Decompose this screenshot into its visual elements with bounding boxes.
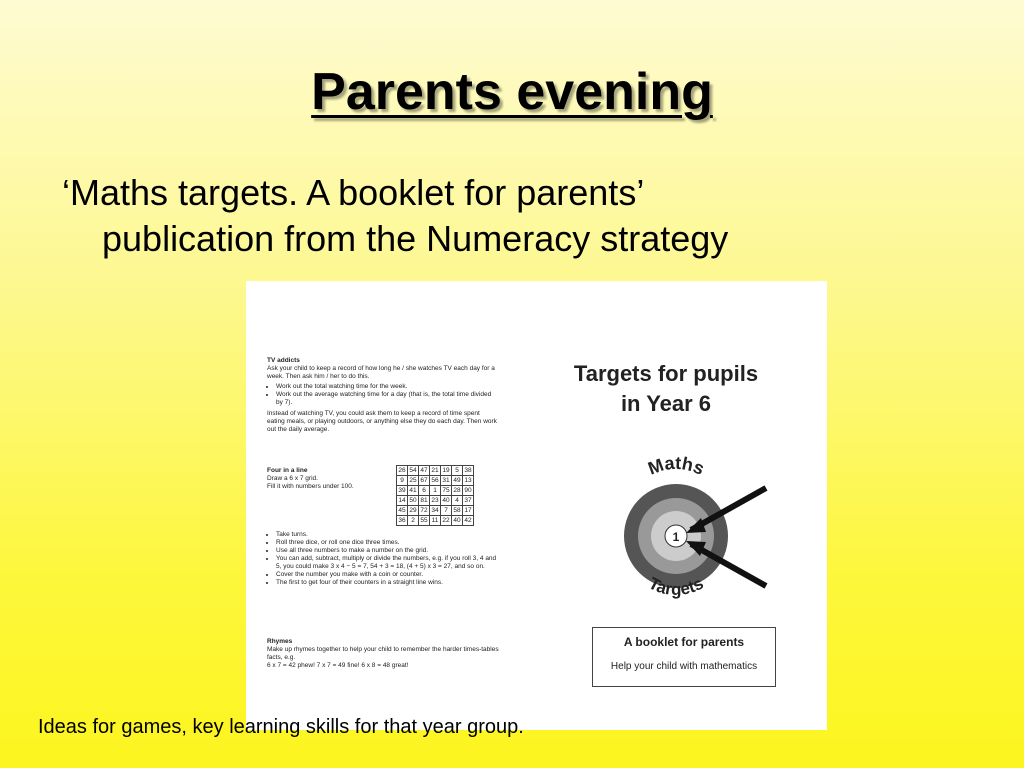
subtitle-line-1: ‘Maths targets. A booklet for parents’ xyxy=(62,172,645,213)
grid-cell: 22 xyxy=(442,517,450,524)
grid-cell: 37 xyxy=(464,497,472,504)
grid-cell: 40 xyxy=(442,497,450,504)
grid-cell: 19 xyxy=(442,467,450,474)
target-word-maths: Maths xyxy=(645,452,708,479)
grid-row xyxy=(397,496,474,506)
grid-cell: 50 xyxy=(409,497,417,504)
rhymes-example: 6 x 7 = 42 phew! 7 x 7 = 49 fine! 6 x 8 = 48 great! xyxy=(267,662,409,669)
four-in-a-line-section xyxy=(267,467,387,491)
grid-cell: 4 xyxy=(452,496,463,506)
box-subtitle: Help your child with mathematics xyxy=(610,661,758,672)
grid-cell: 23 xyxy=(431,497,439,504)
booklet-info-box xyxy=(592,627,776,687)
grid-cell: 81 xyxy=(420,497,428,504)
grid-cell: 39 xyxy=(398,487,406,494)
rhymes-text: Make up rhymes together to help your child to remember the harder times-tables facts, e.g. xyxy=(267,646,499,661)
tv-bullet: • Work out the total watching time for the week. xyxy=(276,383,499,391)
grid-cell: 72 xyxy=(420,507,428,514)
tv-bullet: • Work out the average watching time for a day (that is, the total time divided by 7). xyxy=(276,391,499,407)
grid-cell: 14 xyxy=(398,497,406,504)
target-word-targets: Targets xyxy=(645,573,707,600)
grid-cell: 55 xyxy=(420,517,428,524)
grid-cell: 29 xyxy=(409,507,417,514)
tv-intro: Ask your child to keep a record of how long he / she watches TV each day for a week. Then ask him / her to do this. xyxy=(267,365,495,380)
grid-cell: 41 xyxy=(409,487,417,494)
grid-cell: 2 xyxy=(408,516,419,526)
tv-outro: Instead of watching TV, you could ask them to keep a record of time spent eating meals, or playing outdoors, or anything else they do each day. Then work out the daily average. xyxy=(267,410,497,433)
grid-row xyxy=(397,476,474,486)
cover-title xyxy=(546,359,786,419)
grid-cell: 54 xyxy=(409,467,417,474)
grid-cell: 75 xyxy=(442,487,450,494)
rule-item: • Roll three dice, or roll one dice three times. xyxy=(276,539,499,547)
grid-row xyxy=(397,466,474,476)
grid-cell: 28 xyxy=(453,487,461,494)
box-title: A booklet for parents xyxy=(623,635,745,649)
rhymes-title: Rhymes xyxy=(267,638,293,645)
grid-row xyxy=(397,516,474,526)
number-grid xyxy=(396,465,474,526)
rule-item: • Use all three numbers to make a number on the grid. xyxy=(276,547,499,555)
grid-cell: 58 xyxy=(453,507,461,514)
rhymes-section xyxy=(267,638,499,670)
grid-cell: 45 xyxy=(398,507,406,514)
grid-cell: 5 xyxy=(452,466,463,476)
grid-cell: 11 xyxy=(430,516,441,526)
grid-cell: 17 xyxy=(464,507,472,514)
tv-bullets xyxy=(267,383,499,407)
grid-cell: 49 xyxy=(453,477,461,484)
grid-row xyxy=(397,506,474,516)
tv-addicts-section xyxy=(267,353,499,436)
grid-cell: 56 xyxy=(431,477,439,484)
grid-cell: 25 xyxy=(409,477,417,484)
rule-item: • You can add, subtract, multiply or divide the numbers, e.g. if you roll 3, 4 and 5, you could make 3 x 4 − 5 = 7, 54 + 3 = 18, (4 + 5) x 3 = 27, and so on. xyxy=(276,555,499,571)
grid-cell: 47 xyxy=(420,467,428,474)
slide-subtitle xyxy=(62,170,962,262)
grid-cell: 40 xyxy=(453,517,461,524)
grid-cell: 21 xyxy=(431,467,439,474)
four-line-2: Fill it with numbers under 100. xyxy=(267,483,354,490)
grid-cell: 1 xyxy=(430,486,441,496)
cover-title-line-2: in Year 6 xyxy=(620,391,712,416)
grid-cell: 38 xyxy=(464,467,472,474)
target-number: 1 xyxy=(672,530,680,544)
grid-row xyxy=(397,486,474,496)
grid-cell: 34 xyxy=(431,507,439,514)
grid-cell: 7 xyxy=(441,506,452,516)
slide-caption: Ideas for games, key learning skills for that year group. xyxy=(38,716,524,738)
grid-cell: 26 xyxy=(398,467,406,474)
grid-cell: 36 xyxy=(398,517,406,524)
subtitle-line-2: publication from the Numeracy strategy xyxy=(102,218,729,259)
grid-cell: 90 xyxy=(464,487,472,494)
four-title: Four in a line xyxy=(267,467,308,474)
grid-cell: 6 xyxy=(419,486,430,496)
rule-item: • Cover the number you make with a coin or counter. xyxy=(276,571,499,579)
game-rules xyxy=(267,531,499,587)
grid-cell: 67 xyxy=(420,477,428,484)
rule-item: • The first to get four of their counters in a straight line wins. xyxy=(276,579,499,587)
grid-cell: 9 xyxy=(397,476,408,486)
maths-target-logo xyxy=(596,446,786,616)
grid-cell: 31 xyxy=(442,477,450,484)
booklet-image xyxy=(246,281,827,730)
grid-cell: 13 xyxy=(464,477,472,484)
tv-title: TV addicts xyxy=(267,357,300,364)
grid-cell: 42 xyxy=(464,517,472,524)
rule-item: • Take turns. xyxy=(276,531,499,539)
cover-title-line-1: Targets for pupils xyxy=(573,361,759,386)
slide-title: Parents evening xyxy=(311,63,713,121)
four-line-1: Draw a 6 x 7 grid. xyxy=(267,475,318,482)
